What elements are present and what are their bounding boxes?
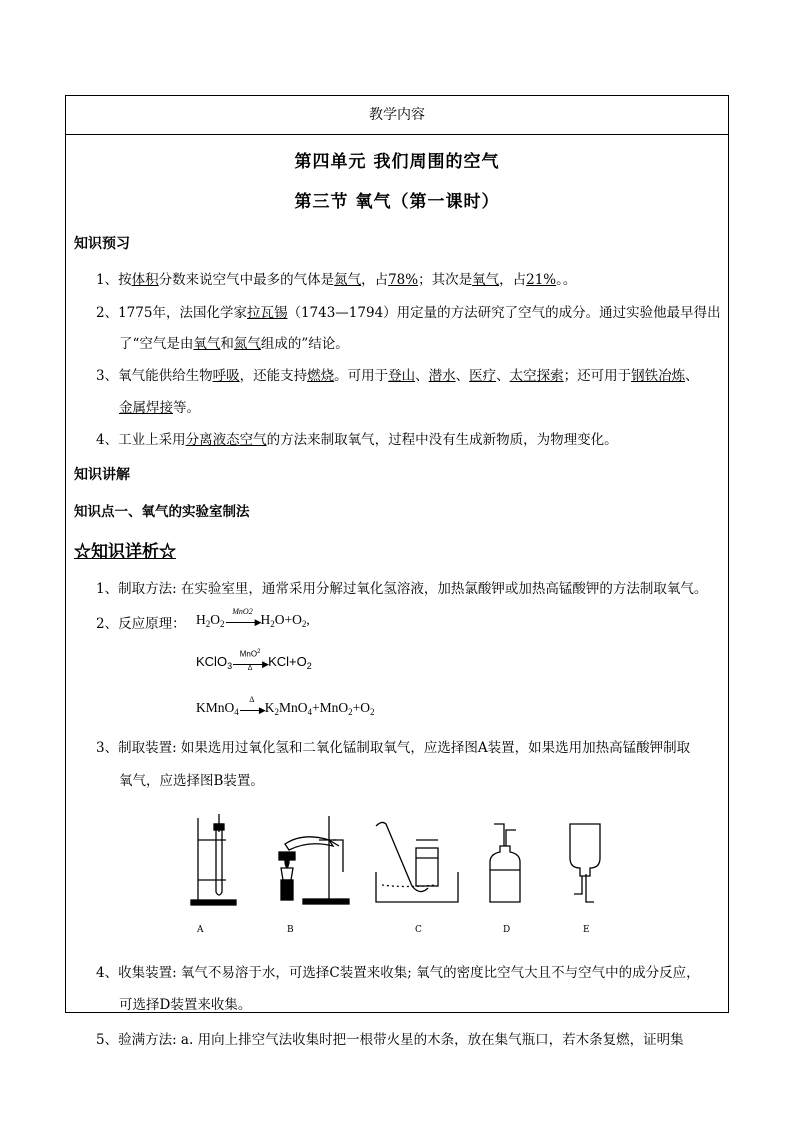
lesson-frame	[65, 95, 729, 1048]
apparatus-b-icon	[279, 816, 349, 904]
lecture-item-4: 4、收集装置: 氧气不易溶于水，可选择C装置来收集; 氧气的密度比空气大且不与空气中的成分反应，	[96, 965, 700, 981]
reaction-h2o2: $H_2O_2$ MnO2 ▶ $H_2O+O_2$,	[196, 606, 310, 629]
apparatus-figure	[186, 810, 626, 920]
reaction-kmno4: KMnO$_4$ Δ ▶ $K_2MnO_4+MnO_2+O_2$	[196, 694, 375, 717]
knowledge-point-1: 知识点一、氧气的实验室制法	[74, 504, 250, 520]
lecture-item-3: 3、制取装置: 如果选用过氧化氢和二氧化锰制取氧气，应选择图A装置，如果选用加热高锰酸钾制取	[96, 740, 691, 756]
lecture-item-1: 1、制取方法: 在实验室里，通常采用分解过氧化氢溶液，加热氯酸钾或加热高锰酸钾的方法制取氧气。	[96, 581, 708, 597]
preview-item-1: 1、按体积分数来说空气中最多的气体是氮气，占78%；其次是氧气，占21%。。	[96, 272, 577, 288]
preview-item-4: 4、工业上采用分离液态空气的方法来制取氧气，过程中没有生成新物质，为物理变化。	[96, 432, 618, 448]
apparatus-e-icon	[570, 824, 600, 902]
analysis-heading: ☆知识详析☆	[74, 542, 176, 562]
lecture-heading: 知识讲解	[74, 467, 130, 483]
apparatus-a-icon	[191, 814, 236, 905]
lecture-item-2: 2、反应原理：	[96, 616, 186, 632]
section-title: 第三节 氧气（第一课时）	[294, 192, 500, 212]
apparatus-d-icon	[490, 824, 520, 902]
preview-item-3: 3、氧气能供给生物呼吸，还能支持燃烧。可用于登山、潜水、医疗、太空探索；还可用于钢铁冶炼、	[96, 368, 699, 384]
figure-label-d: D	[503, 925, 511, 935]
reaction-kclo3: KClO$_3$ MnO$^2$ ▶ Δ $KCl+O_2$	[196, 648, 312, 672]
lecture-item-4-cont: 可选择D装置来收集。	[119, 997, 252, 1013]
preview-item-3-cont: 金属焊接等。	[119, 400, 200, 416]
preview-heading: 知识预习	[74, 236, 130, 252]
figure-label-b: B	[287, 925, 294, 935]
apparatus-c-icon	[376, 822, 458, 902]
lecture-item-3-cont: 氧气，应选择图B装置。	[119, 773, 264, 789]
reaction-arrow: MnO2 ▶	[226, 615, 260, 627]
reaction-arrow: MnO$^2$ ▶ Δ	[233, 657, 267, 669]
reaction-arrow: Δ ▶	[240, 703, 264, 715]
figure-label-c: C	[415, 925, 422, 935]
table-header: 教学内容	[66, 96, 728, 135]
preview-item-2: 2、1775年，法国化学家拉瓦锡（1743—1794）用定量的方法研究了空气的成分。通过实验他最早得出	[96, 305, 721, 321]
figure-label-a: A	[197, 925, 204, 935]
figure-label-e: E	[583, 925, 590, 935]
unit-title: 第四单元 我们周围的空气	[294, 152, 500, 172]
lecture-item-5: 5、验满方法: a. 用向上排空气法收集时把一根带火星的木条，放在集气瓶口，若木条复燃，证明集	[96, 1032, 684, 1048]
preview-item-2-cont: 了“空气是由氧气和氮气组成的”结论。	[119, 336, 349, 352]
